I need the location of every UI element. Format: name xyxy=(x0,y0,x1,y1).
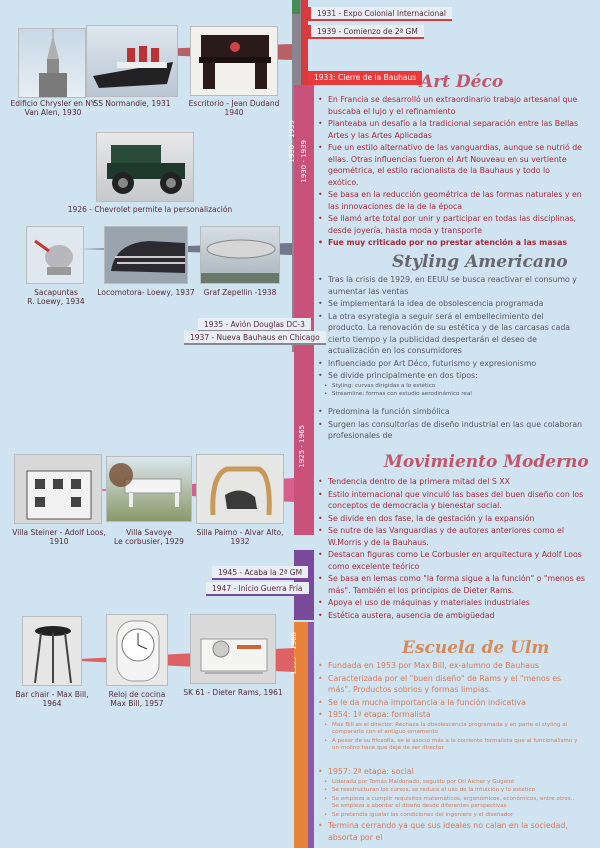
list-item: • Se implementará la idea de obsolescencia programada xyxy=(318,298,582,310)
list-item: • Estética austera, ausencia de ambigüedad xyxy=(318,610,586,622)
list-subitem: • Streamline: formas con estudio aerodinámico real xyxy=(318,391,582,399)
bar-chair-image xyxy=(22,616,82,686)
period-label: 1930 - 1939 xyxy=(300,140,308,183)
list-item: • Fundada en 1953 por Max Bill, ex-alumno de Bauhaus xyxy=(318,660,582,672)
list-item: • 1954: 1ª etapa: formalista xyxy=(318,709,582,721)
list-item: • Se basa en lemas como "la forma sigue a la función" o "menos es más". También el los principios de Dieter Rams. xyxy=(318,573,586,596)
moderno-list xyxy=(318,476,586,622)
timeline-bar-red xyxy=(301,0,308,90)
period-label: 1925 - 1965 xyxy=(298,425,306,468)
list-item: • La otra esyrategia a seguir será el embellecimiento del producto. La renovación de su estética y de las carcasas cada cierto tiempo y la publicidad despertarán el deseo de actualización en los consumidores xyxy=(318,311,582,357)
locomotora-image xyxy=(104,226,188,284)
period-label: 1953 - 1968 xyxy=(290,632,298,675)
caption: 1926 - Chevrolet permite la personalización xyxy=(67,205,233,214)
building-icon xyxy=(107,457,192,522)
artdeco-list xyxy=(318,94,582,250)
sacapuntas-image xyxy=(26,226,84,284)
styling-list-types xyxy=(318,370,582,400)
list-item: • Se le da mucha importancia a la función indicativa xyxy=(318,697,582,709)
section-title-ulm: Escuela de Ulm xyxy=(402,638,550,658)
sharpener-icon xyxy=(27,227,84,284)
escritorio-image xyxy=(190,26,278,96)
timeline-bar-violet xyxy=(308,622,314,848)
list-item: • Se divide principalmente en dos tipos: xyxy=(318,370,582,382)
list-subitem: • Liderada por Tomás Maldonado, seguido por Otl Aicher y Gugelot xyxy=(318,779,582,787)
list-item: • Termina cerrando ya que sus ideales no calan en la sociedad, absorta por el xyxy=(318,820,582,843)
locomotive-icon xyxy=(105,227,188,284)
event-tag: 1947 - Inicio Guerra Fría xyxy=(206,582,309,596)
timeline-bar-green xyxy=(292,0,300,14)
list-item: • Tendencia dentro de la primera mitad del S XX xyxy=(318,476,586,488)
caption: Edificio Chrysler en NY Van Alen, 1930 xyxy=(10,99,96,117)
list-subitem: • Styling: curvas dirigidas a lo estético xyxy=(318,383,582,391)
zeppelin-icon xyxy=(201,227,280,284)
silla-paimo-image xyxy=(196,454,284,524)
caption: Escritorio - Jean Dudand 1940 xyxy=(188,99,280,117)
event-tag: 1933: Cierre de la Bauhaus xyxy=(308,71,422,85)
section-title-moderno: Movimiento Moderno xyxy=(384,452,589,472)
normandie-image xyxy=(86,25,178,97)
desk-icon xyxy=(191,27,278,96)
house-icon xyxy=(15,455,102,524)
list-item: • Se nutre de las Vanguardias y de autores anteriores como el W.Morris y de la Bauhaus. xyxy=(318,525,586,548)
villa-savoye-image xyxy=(106,456,192,522)
radio-icon xyxy=(191,615,276,684)
styling-list xyxy=(318,274,582,370)
caption: Reloj de cocina Max Bill, 1957 xyxy=(108,690,166,708)
list-item: • Se divide en dos fase, la de gestación y la expansión xyxy=(318,513,586,525)
caption: Villa Steiner - Adolf Loos, 1910 xyxy=(12,528,106,546)
chair-icon xyxy=(197,455,284,524)
list-item: • Predomina la función simbólica xyxy=(318,406,588,418)
caption: SS Normandie, 1931 xyxy=(93,99,171,108)
list-item: • Tras la crisis de 1929, en EEUU se busca reactivar el consumo y aumentar las ventas xyxy=(318,274,582,297)
caption: Bar chair - Max Bill, 1964 xyxy=(15,690,89,708)
ship-icon xyxy=(87,26,178,97)
skyscraper-icon xyxy=(19,29,86,98)
styling-list-end xyxy=(318,406,588,443)
list-item: • Surgen las consultorías de diseño industrial en las que colaboran profesionales de xyxy=(318,419,588,442)
list-item: • Destacan figuras como Le Corbusier en arquitectura y Adolf Loos como excelente teórico xyxy=(318,549,586,572)
villa-steiner-image xyxy=(14,454,102,524)
caption: Locomotora- Loewy, 1937 xyxy=(97,288,195,297)
event-tag: 1945 - Acaba la 2ª GM xyxy=(212,566,308,580)
event-tag: 1935 - Avión Douglas DC-3 xyxy=(198,318,311,332)
list-item: • Estilo internacional que vinculó las bases del buen diseño con los conceptos de democracia y bienestar social. xyxy=(318,489,586,512)
car-icon xyxy=(97,133,194,202)
event-tag: 1937 - Nueva Bauhaus en Chicago xyxy=(184,331,326,345)
list-subitem: • Se reestructuran los cursos, se reduce el uso de la intuición y lo estético xyxy=(318,787,582,795)
list-subitem: • Se empieza a cumplir requisitos matemáticos, ergonómicos, económicos, entre otros.. Se empieza a abordar el diseño desde diferentes perspectivas xyxy=(318,796,582,811)
caption: Graf Zepellin -1938 xyxy=(203,288,277,297)
chrysler-image xyxy=(18,28,86,98)
list-item: • Fue muy criticado por no prestar atención a las masas xyxy=(318,237,582,249)
list-item: • En Francia se desarrolló un extraordinario trabajo artesanal que buscaba el lujo y el refinamiento xyxy=(318,94,582,117)
reloj-image xyxy=(106,614,168,686)
section-title-styling: Styling Americano xyxy=(392,252,568,272)
list-item: • Influenciado por Art Déco, futurismo y expresionismo xyxy=(318,358,582,370)
zeppelin-image xyxy=(200,226,280,284)
list-item: • Planteaba un desafío a la tradicional separación entre las Bellas Artes y las Artes Aplicadas xyxy=(318,118,582,141)
list-item: • Fue un estilo alternativo de las vanguardias, aunque se nutrió de ellas. Otras influencias fueron el Art Nouveau en su vertiente geométrica, el estilo racionalista de la Bauhaus y todo lo exótico. xyxy=(318,142,582,188)
caption: Sacapuntas R. Loewy, 1934 xyxy=(27,288,85,306)
ulm-list xyxy=(318,660,582,754)
period-label: 1930 - 1939 xyxy=(288,120,296,163)
caption: Silla Paimo - Alvar Alto, 1932 xyxy=(196,528,284,546)
list-item: • 1957: 2ª etapa: social xyxy=(318,766,582,778)
list-subitem: • Se pretendía igualar las condiciones del ingeniero y el diseñador xyxy=(318,812,582,820)
event-tag: 1931 - Expo Colonial Internacional xyxy=(308,7,452,21)
list-item: • Caracterizada por el "buen diseño" de Rams y el "menos es más". Productos sobrios y formas limpias. xyxy=(318,673,582,696)
list-item: • Se llamó arte total por unir y participar en todas las disciplinas, desde joyería, hasta moda y transporte xyxy=(318,213,582,236)
event-tag: 1939 - Comienzo de 2ª GM xyxy=(308,25,424,39)
section-title-artdeco: Art Déco xyxy=(420,72,504,92)
list-subitem: • Max Bill es el director. Rechaza la obsolescencia programada y en parte el styling al compararlo con el antiguo ornamento xyxy=(318,722,582,737)
sk61-image xyxy=(190,614,276,684)
list-item: • Apoya el uso de máquinas y materiales industriales xyxy=(318,597,586,609)
chevrolet-image xyxy=(96,132,194,202)
list-subitem: • A pesar de su filosofía, se le asoció más a la corriente formalista que al funcionalismo y un molino hace que deje de ser director xyxy=(318,738,582,753)
caption: SK 61 - Dieter Rams, 1961 xyxy=(183,688,283,697)
stool-icon xyxy=(23,617,82,686)
list-item: • Se basa en la reducción geométrica de las formas naturales y en las innovaciones de la de la época xyxy=(318,189,582,212)
clock-icon xyxy=(107,615,168,686)
ulm-list-2 xyxy=(318,766,582,844)
caption: Villa Savoye Le corbusier, 1929 xyxy=(114,528,184,546)
